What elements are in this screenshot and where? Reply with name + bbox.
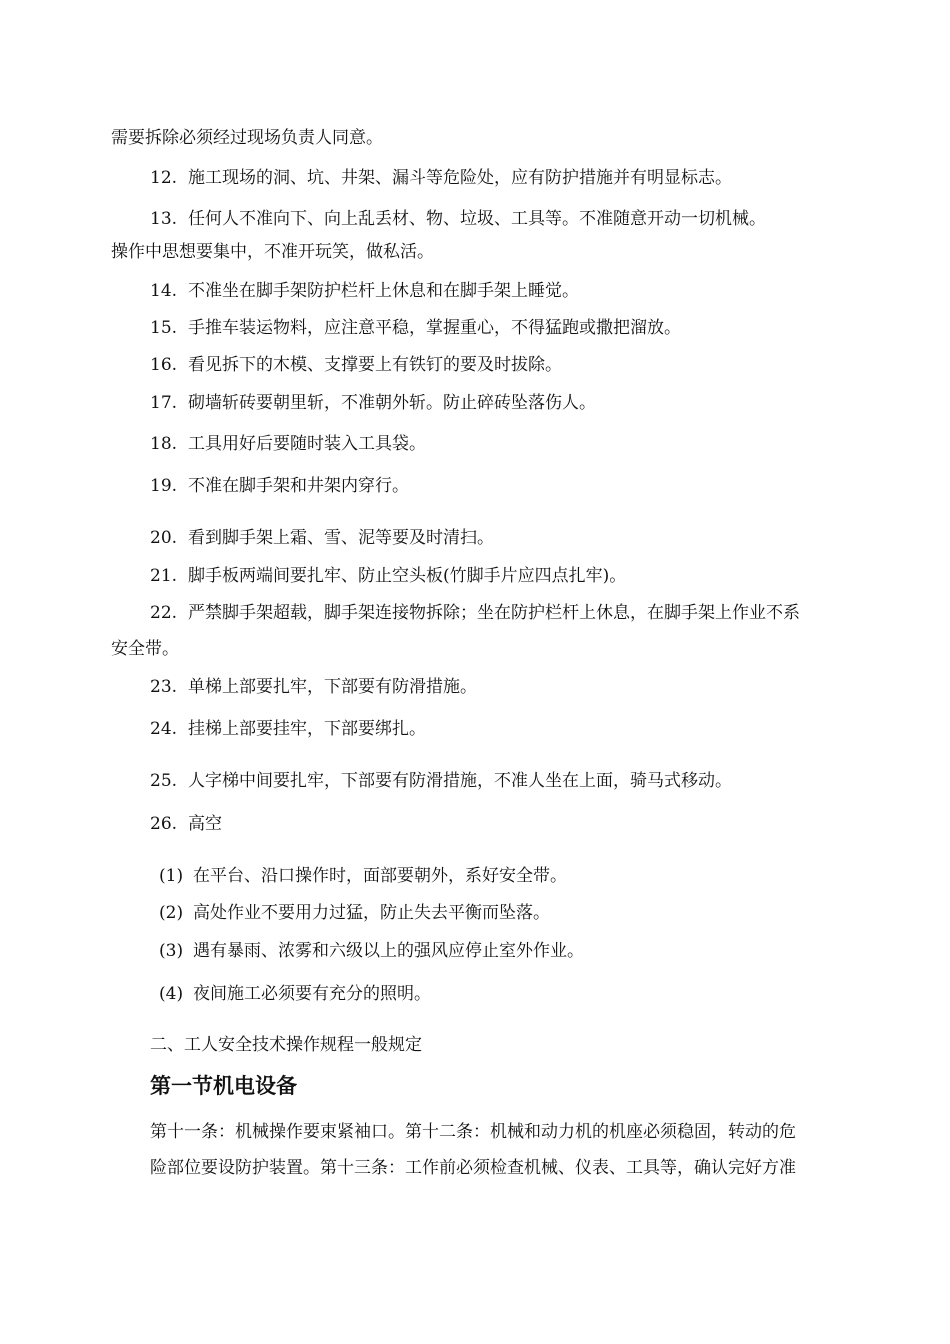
item-number: 22. — [150, 603, 178, 623]
sub-item-number: (2) — [159, 903, 184, 923]
sub-list-item — [159, 903, 550, 923]
item-text: 不准在脚手架和井架内穿行。 — [188, 476, 409, 496]
item-number: 13. — [150, 209, 178, 229]
continuation-text: 需要拆除必须经过现场负责人同意。 — [111, 128, 383, 148]
item-number: 25. — [150, 771, 178, 791]
item-number: 23. — [150, 677, 178, 697]
item-text: 看到脚手架上霜、雪、泥等要及时清扫。 — [188, 528, 494, 548]
sub-item-text: 高处作业不要用力过猛，防止失去平衡而坠落。 — [193, 903, 550, 923]
item-number: 19. — [150, 476, 178, 496]
item-number: 20. — [150, 528, 178, 548]
item-text: 不准坐在脚手架防护栏杆上休息和在脚手架上睡觉。 — [188, 281, 579, 301]
list-item — [150, 209, 766, 229]
item-number: 18. — [150, 434, 178, 454]
item-text: 任何人不准向下、向上乱丢材、物、垃圾、工具等。不准随意开动一切机械。 — [188, 209, 766, 229]
item-text: 挂梯上部要挂牢，下部要绑扎。 — [188, 719, 426, 739]
sub-item-text: 夜间施工必须要有充分的照明。 — [193, 984, 431, 1004]
item-number: 17. — [150, 393, 178, 413]
sub-list-item — [159, 984, 431, 1004]
item-number: 16. — [150, 355, 178, 375]
item-number: 26. — [150, 814, 178, 834]
section-title: 二、工人安全技术操作规程一般规定 — [150, 1035, 422, 1055]
sub-list-item — [159, 866, 567, 886]
sub-list-item — [159, 941, 584, 961]
list-item — [150, 355, 562, 375]
item-text: 工具用好后要随时装入工具袋。 — [188, 434, 426, 454]
paragraph-line: 第十一条：机械操作要束紧袖口。第十二条：机械和动力机的机座必须稳固，转动的危 — [150, 1122, 796, 1142]
item-number: 14. — [150, 281, 178, 301]
sub-item-text: 遇有暴雨、浓雾和六级以上的强风应停止室外作业。 — [193, 941, 584, 961]
list-item — [150, 168, 732, 188]
item-text: 看见拆下的木模、支撑要上有铁钉的要及时拔除。 — [188, 355, 562, 375]
list-item — [150, 719, 426, 739]
sub-item-number: (4) — [159, 984, 184, 1004]
sub-item-number: (3) — [159, 941, 184, 961]
list-item — [150, 393, 596, 413]
item-text: 砌墙斩砖要朝里斩，不准朝外斩。防止碎砖坠落伤人。 — [188, 393, 596, 413]
sub-item-text: 在平台、沿口操作时，面部要朝外，系好安全带。 — [193, 866, 567, 886]
item-text: 脚手板两端间要扎牢、防止空头板(竹脚手片应四点扎牢)。 — [188, 566, 627, 586]
item-text: 施工现场的洞、坑、井架、漏斗等危险处，应有防护措施并有明显标志。 — [188, 168, 732, 188]
list-item — [150, 771, 732, 791]
item-number: 15. — [150, 318, 178, 338]
list-item — [150, 528, 494, 548]
item-text: 单梯上部要扎牢，下部要有防滑措施。 — [188, 677, 477, 697]
list-item — [150, 677, 477, 697]
list-item — [150, 434, 426, 454]
item-number: 21. — [150, 566, 178, 586]
item-text: 手推车装运物料，应注意平稳，掌握重心，不得猛跑或撒把溜放。 — [188, 318, 681, 338]
item-text: 严禁脚手架超载，脚手架连接物拆除；坐在防护栏杆上休息，在脚手架上作业不系 — [188, 603, 800, 623]
item-continuation: 安全带。 — [111, 639, 179, 659]
item-continuation: 操作中思想要集中，不准开玩笑，做私活。 — [111, 242, 434, 262]
item-number: 12. — [150, 168, 178, 188]
list-item — [150, 318, 681, 338]
item-text: 高空 — [188, 814, 222, 834]
item-text: 人字梯中间要扎牢，下部要有防滑措施，不准人坐在上面，骑马式移动。 — [188, 771, 732, 791]
list-item — [150, 281, 579, 301]
list-item — [150, 814, 222, 834]
sub-item-number: (1) — [159, 866, 184, 886]
list-item — [150, 476, 409, 496]
list-item — [150, 603, 800, 623]
item-number: 24. — [150, 719, 178, 739]
list-item — [150, 566, 626, 586]
paragraph-line: 险部位要设防护装置。第十三条：工作前必须检查机械、仪表、工具等，确认完好方准 — [150, 1158, 796, 1178]
section-heading: 第一节机电设备 — [150, 1074, 297, 1098]
